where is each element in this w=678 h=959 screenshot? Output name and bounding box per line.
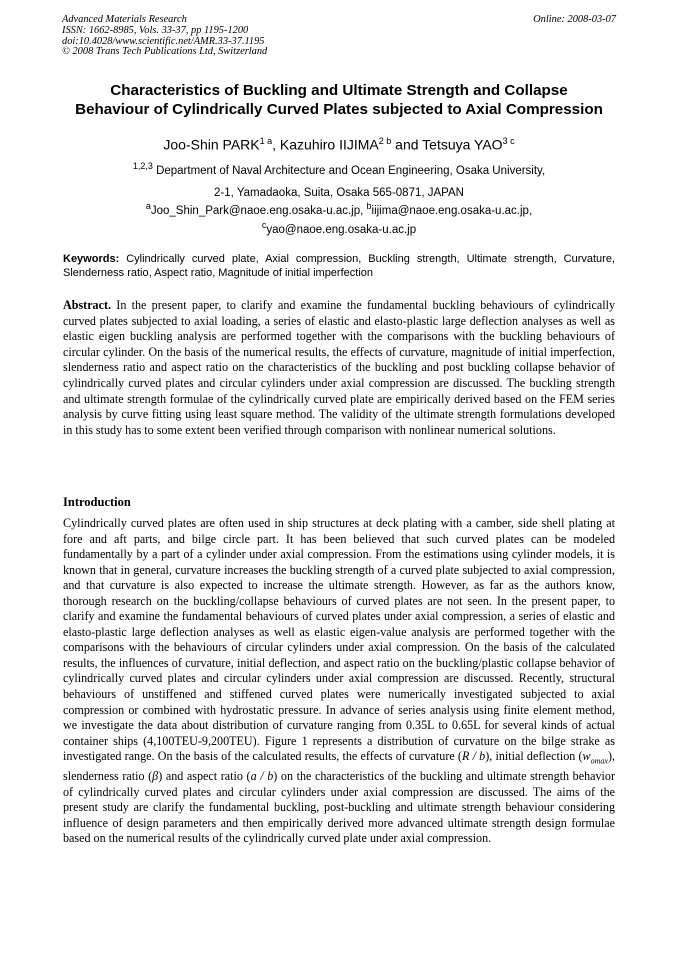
introduction-paragraph: [63, 516, 615, 847]
intro-text-5: ) on the characteristics of the buckling and ultimate strength behavior of cylindrically curved plates and circular cylinders under axial compression are discussed. The aims of the present study are clarify the fundamental buckling, post-buckling and ultimate strength behaviour considering influence of design parameters and then empirically derived more advanced ultimate strength design formulae based on the numerical results of the cylindrically curved plate under axial compression.: [63, 769, 615, 846]
intro-text-1: Cylindrically curved plates are often used in ship structures at deck plating with a camber, side shell plating at fore and aft parts, and bilge circle part. It has been believed that such curved plates can be modeled fundamentally by a part of a cylinder under axial compression. From the estimations using cylinder models, it is known that in general, curvature increases the buckling strength of a curved plate subjected to axial compression, and that curvature is also expected to increase the ultimate strength. However, as far as the authors know, thorough research on the buckling/collapse behaviours of curved plates are not seen. In the present paper, to clarify and examine the fundamental behaviours of curved plates under axial compression, a series of elastic and elasto-plastic large deflection analyses as well as elastic eigen-value analysis are performed together with the comparisons with the behaviours of circular cylinders under axial compression. On the basis of the calculated results, the influences of curvature, initial deflection, and aspect ratio on the buckling/plastic collapse behavior of cylindrically curved plates and circular cylinders under axial compression are discussed. Recently, structural behaviours of unstiffened and stiffened curved plates were numerically investigated subjected to axial compression or combined with hydrostatic pressure. In advance of series analysis using finite element method, we investigate the data about distribution of curvature ranging from 0.35L to 0.65L for several kinds of actual container ships (4,100TEU-9,200TEU). Figure 1 represents a distribution of curvature on the bilge strake as investigated range. On the basis of the calculated results, the effects of curvature (: [63, 516, 615, 764]
email-b-sup: b: [366, 201, 372, 211]
author-emails: [40, 199, 638, 238]
keywords-block: [63, 252, 615, 280]
intro-math-aspect: a / b: [250, 769, 274, 784]
affiliation-address: 2-1, Yamadaoka, Suita, Osaka 565-0871, JAPAN: [214, 187, 464, 200]
doi-line: doi:10.4028/www.scientific.net/AMR.33-37.1195: [62, 35, 265, 47]
paper-title: [40, 81, 638, 119]
intro-math-deflection-sub: omax: [590, 756, 608, 766]
email-b: iijima@naoe.eng.osaka-u.ac.jp,: [371, 204, 533, 217]
author-separator-1: ,: [272, 136, 280, 153]
author-2: Kazuhiro IIJIMA: [279, 136, 379, 153]
author-3: Tetsuya YAO: [422, 136, 503, 153]
online-date: Online: 2008-03-07: [533, 14, 616, 25]
intro-text-4: ) and aspect ratio (: [158, 769, 251, 784]
author-3-sup: 3 c: [502, 136, 515, 146]
title-line-1: Characteristics of Buckling and Ultimate Strength and Collapse: [110, 82, 568, 99]
introduction-heading: Introduction: [63, 495, 131, 509]
abstract-label: Abstract.: [63, 298, 112, 312]
issn-line: ISSN: 1662-8985, Vols. 33-37, pp 1195-1200: [62, 24, 249, 36]
email-line-2: [40, 218, 638, 237]
intro-math-slenderness: β: [152, 769, 159, 784]
abstract-text: In the present paper, to clarify and examine the fundamental buckling behaviours of cylindrically curved plates subjected to axial loading, a series of elastic and elasto-plastic large deflection analyses as well as elastic eigen buckling analysis are performed together with the comparisons with the buckling behaviours of circular cylinder. On the basis of the numerical results, the effects of curvature, magnitude of initial imperfection, slenderness ratio and aspect ratio on the characteristics of the buckling and post buckling collapse behavior of cylindrically curved plates and circular cylinders under axial compression are discussed. The buckling strength and ultimate strength formulae of the cylindrically curved plate are empirically derived based on the FEM series analysis by curve fitting using least square method. The validity of the ultimate strength formulations developed in this study has to some extent been verified through comparison with nonlinear numerical solutions.: [63, 298, 615, 437]
abstract-block: [63, 298, 615, 438]
affiliation: [40, 155, 638, 205]
keywords-label: Keywords:: [63, 253, 120, 265]
author-1: Joo-Shin PARK: [163, 136, 260, 153]
email-line-1: [40, 199, 638, 218]
intro-math-deflection: w: [582, 749, 591, 764]
copyright-line: © 2008 Trans Tech Publications Ltd, Switzerland: [62, 46, 268, 58]
email-a-sup: a: [145, 201, 151, 211]
email-a: Joo_Shin_Park@naoe.eng.osaka-u.ac.jp,: [150, 204, 367, 217]
author-list: [40, 131, 638, 155]
author-1-sup: 1 a: [259, 136, 273, 146]
keywords-text: Cylindrically curved plate, Axial compression, Buckling strength, Ultimate strength, Curvature, Slenderness ratio, Aspect ratio, Magnitude of initial imperfection: [63, 253, 615, 279]
title-line-2: Behaviour of Cylindrically Curved Plates subjected to Axial Compression: [75, 101, 603, 118]
intro-text-3: ), slenderness ratio (: [63, 749, 616, 784]
affiliation-dept-line: [40, 155, 638, 182]
affiliation-dept: Department of Naval Architecture and Ocean Engineering, Osaka University,: [152, 164, 546, 177]
email-c-sup: c: [261, 220, 267, 231]
journal-name: Advanced Materials Research: [62, 14, 187, 25]
author-separator-2: and: [391, 136, 423, 153]
email-c: yao@naoe.eng.osaka-u.ac.jp: [266, 224, 417, 237]
intro-math-curvature: R / b: [461, 749, 486, 764]
journal-header: [62, 15, 616, 58]
author-2-sup: 2 b: [378, 136, 392, 146]
intro-text-2: ), initial deflection (: [485, 749, 583, 764]
affiliation-sup: 1,2,3: [132, 161, 153, 171]
